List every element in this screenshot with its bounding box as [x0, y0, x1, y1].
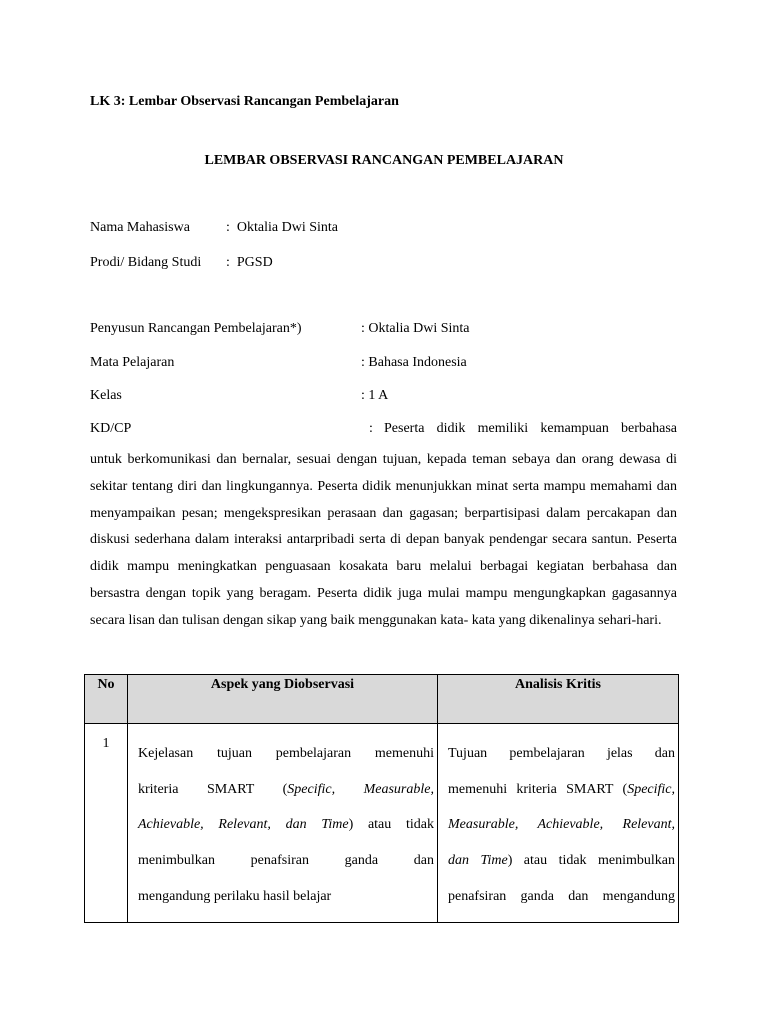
- aspek-line-1: Kejelasan tujuan pembelajaran memenuhi: [138, 746, 434, 761]
- row-no: 1: [85, 724, 128, 923]
- analisis-line-2: memenuhi kriteria SMART (Specific,: [448, 781, 675, 797]
- aspek-line-4: menimbulkan penafsiran ganda dan: [138, 853, 434, 869]
- aspek-line-5: mengandung perilaku hasil belajar: [138, 888, 332, 904]
- kdcp-colon: :: [369, 421, 373, 436]
- observation-table: [84, 674, 679, 923]
- prodi-label: Prodi/ Bidang Studi: [90, 255, 202, 270]
- aspek-line-3: Achievable, Relevant, dan Time) atau tidak: [138, 817, 434, 833]
- nama-label: Nama Mahasiswa: [90, 220, 190, 235]
- analisis-line-1: Tujuan pembelajaran jelas dan: [448, 746, 675, 761]
- kelas-label: Kelas: [90, 388, 122, 403]
- table-row: [85, 724, 679, 923]
- analisis-line-5: penafsiran ganda dan mengandung: [448, 888, 675, 904]
- mapel-label: Mata Pelajaran: [90, 355, 175, 370]
- kelas-value: : 1 A: [361, 388, 389, 403]
- kdcp-label: KD/CP: [90, 421, 132, 436]
- main-title: LEMBAR OBSERVASI RANCANGAN PEMBELAJARAN: [204, 153, 564, 168]
- row-analisis: [438, 724, 679, 923]
- kdcp-first-line: Peserta didik memiliki kemampuan berbahasa: [384, 421, 677, 436]
- row-aspek: [128, 724, 438, 923]
- nama-value: : Oktalia Dwi Sinta: [226, 220, 338, 235]
- lk-title: LK 3: Lembar Observasi Rancangan Pembelajaran: [90, 94, 399, 109]
- penyusun-value: : Oktalia Dwi Sinta: [361, 321, 470, 336]
- header-analisis: Analisis Kritis: [438, 675, 679, 724]
- prodi-value: : PGSD: [226, 255, 273, 270]
- table-header-row: [85, 675, 679, 724]
- header-aspek: Aspek yang Diobservasi: [128, 675, 438, 724]
- aspek-line-2: kriteria SMART (Specific, Measurable,: [138, 781, 434, 797]
- mapel-value: : Bahasa Indonesia: [361, 355, 467, 370]
- analisis-line-4: dan Time) atau tidak menimbulkan: [448, 853, 675, 869]
- analisis-line-3: Measurable, Achievable, Relevant,: [448, 817, 675, 833]
- kdcp-paragraph: untuk berkomunikasi dan bernalar, sesuai dengan tujuan, kepada teman sebaya dan orang dewasa di sekitar tentang diri dan lingkungannya. Peserta didik menunjukkan minat serta mampu memahami dan menyampaikan pesan; mengekspresikan perasaan dan gagasan; berpartisipasi dalam percakapan dan diskusi sederhana dalam interaksi antarpribadi serta di depan banyak pendengar secara santun. Peserta didik mampu meningkatkan penguasaan kosakata baru melalui berbagai kegiatan berbahasa dan bersastra dengan topik yang beragam. Peserta didik juga mulai mampu mengungkapkan gagasannya secara lisan dan tulisan dengan sikap yang baik menggunakan kata- kata yang dikenalinya sehari-hari.: [90, 452, 677, 628]
- header-no: No: [85, 675, 128, 724]
- penyusun-label: Penyusun Rancangan Pembelajaran*): [90, 321, 302, 336]
